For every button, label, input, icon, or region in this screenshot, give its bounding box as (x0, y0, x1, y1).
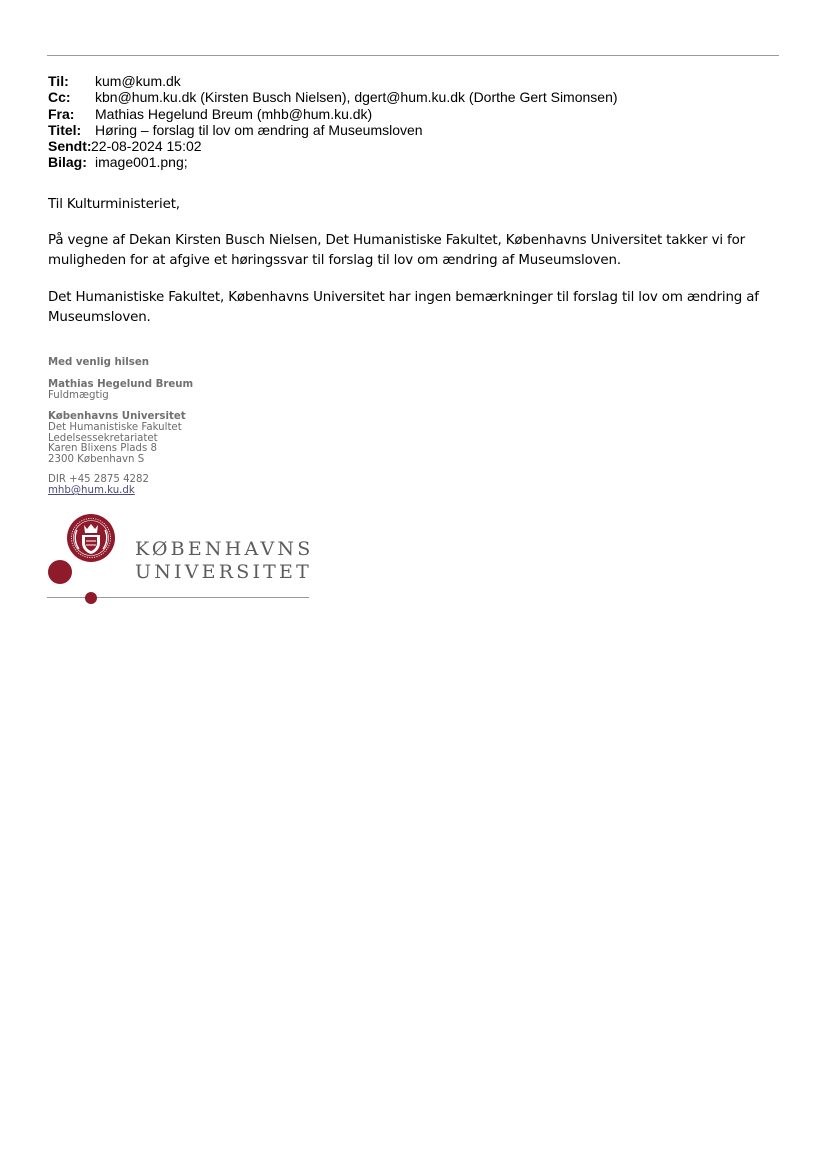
header-row-from (48, 106, 618, 122)
attachment-link[interactable]: image001.png; (95, 154, 188, 171)
body-paragraph-1: På vegne af Dekan Kirsten Busch Nielsen, Det Humanistiske Fakultet, Københavns Universitet takker vi for muligheden for at afgive et høringssvar til forslag til lov om ændring af Museumsloven. (48, 233, 746, 268)
header-row-sent (48, 138, 618, 154)
header-value-sent: 22-08-2024 15:02 (91, 138, 202, 155)
header-row-cc (48, 89, 618, 105)
signature-block (48, 358, 193, 497)
header-label: Fra: (48, 105, 75, 122)
signature-city: 2300 København S (48, 454, 145, 466)
logo-text-line2: UNIVERSITET (135, 561, 312, 583)
header-label: Cc: (48, 89, 71, 106)
header-label: Titel: (48, 121, 82, 138)
signature-street: Karen Blixens Plads 8 (48, 443, 158, 455)
top-divider (47, 55, 779, 56)
logo-text-line1: KØBENHAVNS (135, 538, 314, 560)
signature-org: Københavns Universitet (48, 410, 186, 422)
header-value-subject: Høring – forslag til lov om ændring af Museumsloven (95, 121, 423, 138)
header-label: Sendt: (48, 138, 92, 155)
signature-department: Ledelsessekretariatet (48, 432, 158, 444)
greeting: Til Kulturministeriet, (48, 197, 180, 212)
signature-title: Fuldmægtig (48, 389, 109, 401)
header-value-to[interactable]: kum@kum.dk (95, 73, 181, 89)
signature-closing: Med venlig hilsen (48, 357, 149, 368)
header-value-from[interactable]: Mathias Hegelund Breum (mhb@hum.ku.dk) (95, 105, 373, 122)
header-value-cc[interactable]: kbn@hum.ku.dk (Kirsten Busch Nielsen), dgert@hum.ku.dk (Dorthe Gert Simonsen) (95, 89, 618, 106)
signature-faculty: Det Humanistiske Fakultet (48, 421, 182, 433)
signature-name: Mathias Hegelund Breum (48, 378, 194, 390)
header-label: Bilag: (48, 154, 87, 171)
body-paragraph-2: Det Humanistiske Fakultet, Københavns Universitet har ingen bemærkninger til forslag til lov om ændring af Museumsloven. (48, 290, 759, 325)
header-row-attachments (48, 154, 618, 170)
logo-small-dot (85, 592, 97, 604)
header-row-to (48, 73, 618, 89)
header-row-subject (48, 122, 618, 138)
email-header (48, 73, 618, 171)
header-label: Til: (48, 73, 69, 89)
signature-phone: DIR +45 2875 4282 (48, 474, 149, 486)
signature-email-link[interactable]: mhb@hum.ku.dk (48, 485, 135, 497)
